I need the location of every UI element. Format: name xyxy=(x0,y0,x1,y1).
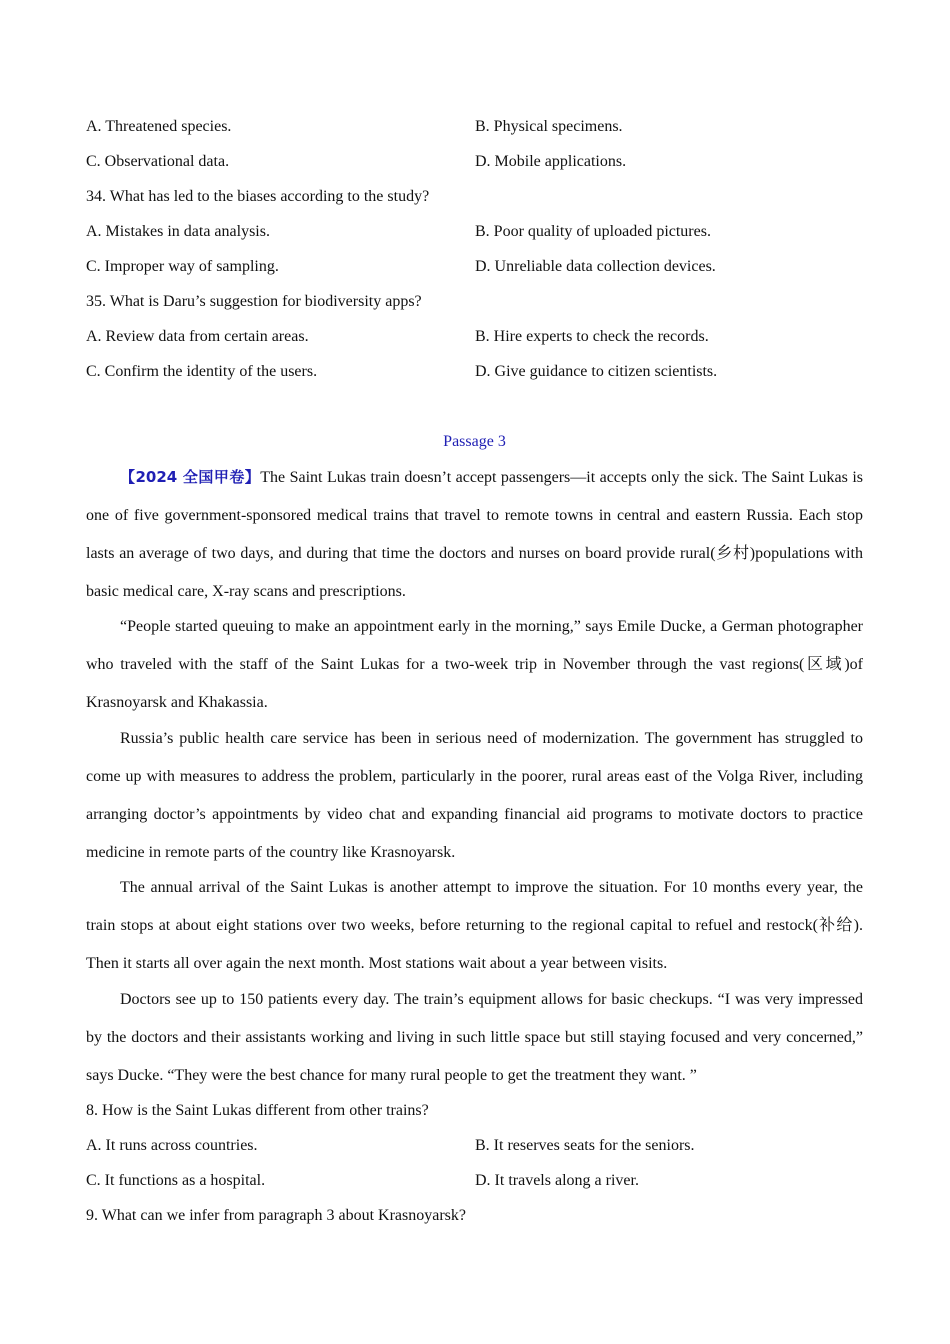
question-35-stem: 35. What is Daru’s suggestion for biodiversity apps? xyxy=(86,293,422,310)
question-33-options-row-1 xyxy=(86,109,863,144)
option-d: D. Unreliable data collection devices. xyxy=(475,258,716,275)
option-b: B. It reserves seats for the seniors. xyxy=(475,1137,695,1154)
passage-paragraph-5: Doctors see up to 150 patients every day. The train’s equipment allows for basic checkups. “I was very impressed by the doctors and their assistants working and living in such little space but still staying focused and very concerned,” says Ducke. “They were the best chance for many rural people to get the treatment they want. ” xyxy=(86,991,863,1084)
option-d: D. Give guidance to citizen scientists. xyxy=(475,363,718,380)
question-8-stem: 8. How is the Saint Lukas different from other trains? xyxy=(86,1102,429,1119)
option-c: C. Confirm the identity of the users. xyxy=(86,363,318,380)
question-34-options-row-2 xyxy=(86,249,863,284)
option-c: C. It functions as a hospital. xyxy=(86,1172,266,1189)
option-a: A. Threatened species. xyxy=(86,118,232,135)
option-a: A. Review data from certain areas. xyxy=(86,328,309,345)
question-9-stem: 9. What can we infer from paragraph 3 about Krasnoyarsk? xyxy=(86,1207,466,1224)
question-33-options-row-2 xyxy=(86,144,863,179)
passage-title: Passage 3 xyxy=(443,433,506,450)
option-d: D. It travels along a river. xyxy=(475,1172,639,1189)
option-a: A. Mistakes in data analysis. xyxy=(86,223,270,240)
question-35-options-row-1 xyxy=(86,319,863,354)
question-34-options-row-1 xyxy=(86,214,863,249)
option-a: A. It runs across countries. xyxy=(86,1137,258,1154)
passage-paragraph-1 xyxy=(86,458,863,611)
option-c: C. Improper way of sampling. xyxy=(86,258,279,275)
option-b: B. Poor quality of uploaded pictures. xyxy=(475,223,711,240)
option-d: D. Mobile applications. xyxy=(475,153,627,170)
question-8-options-row-1 xyxy=(86,1128,863,1163)
paragraph-1-text: The Saint Lukas train doesn’t accept passengers—it accepts only the sick. The Saint Lukas is one of five government-sponsored medical trains that travel to remote towns in central and eastern Russia. Each stop lasts an average of two days, and during that time the doctors and nurses on board provide rural(乡村)populations with basic medical care, X-ray scans and prescriptions. xyxy=(86,469,863,600)
passage-paragraph-3: Russia’s public health care service has been in serious need of modernization. The government has struggled to come up with measures to address the problem, particularly in the poorer, rural areas east of the Volga River, including arranging doctor’s appointments by video chat and expanding financial aid programs to motivate doctors to practice medicine in remote parts of the country like Krasnoyarsk. xyxy=(86,730,863,861)
question-35-options-row-2 xyxy=(86,354,863,389)
option-b: B. Hire experts to check the records. xyxy=(475,328,709,345)
question-8-options-row-2 xyxy=(86,1163,863,1198)
option-b: B. Physical specimens. xyxy=(475,118,623,135)
exam-source-tag: 【2024 全国甲卷】 xyxy=(120,468,261,486)
passage-paragraph-2: “People started queuing to make an appointment early in the morning,” says Emile Ducke, a German photographer who traveled with the staff of the Saint Lukas for a two-week trip in November through the vast regions(区域)of Krasnoyarsk and Khakassia. xyxy=(86,618,863,711)
question-34-stem: 34. What has led to the biases according to the study? xyxy=(86,188,430,205)
passage-paragraph-4: The annual arrival of the Saint Lukas is another attempt to improve the situation. For 10 months every year, the train stops at about eight stations over two weeks, before returning to the regional capital to refuel and restock(补给). Then it starts all over again the next month. Most stations wait about a year between visits. xyxy=(86,879,863,972)
option-c: C. Observational data. xyxy=(86,153,230,170)
